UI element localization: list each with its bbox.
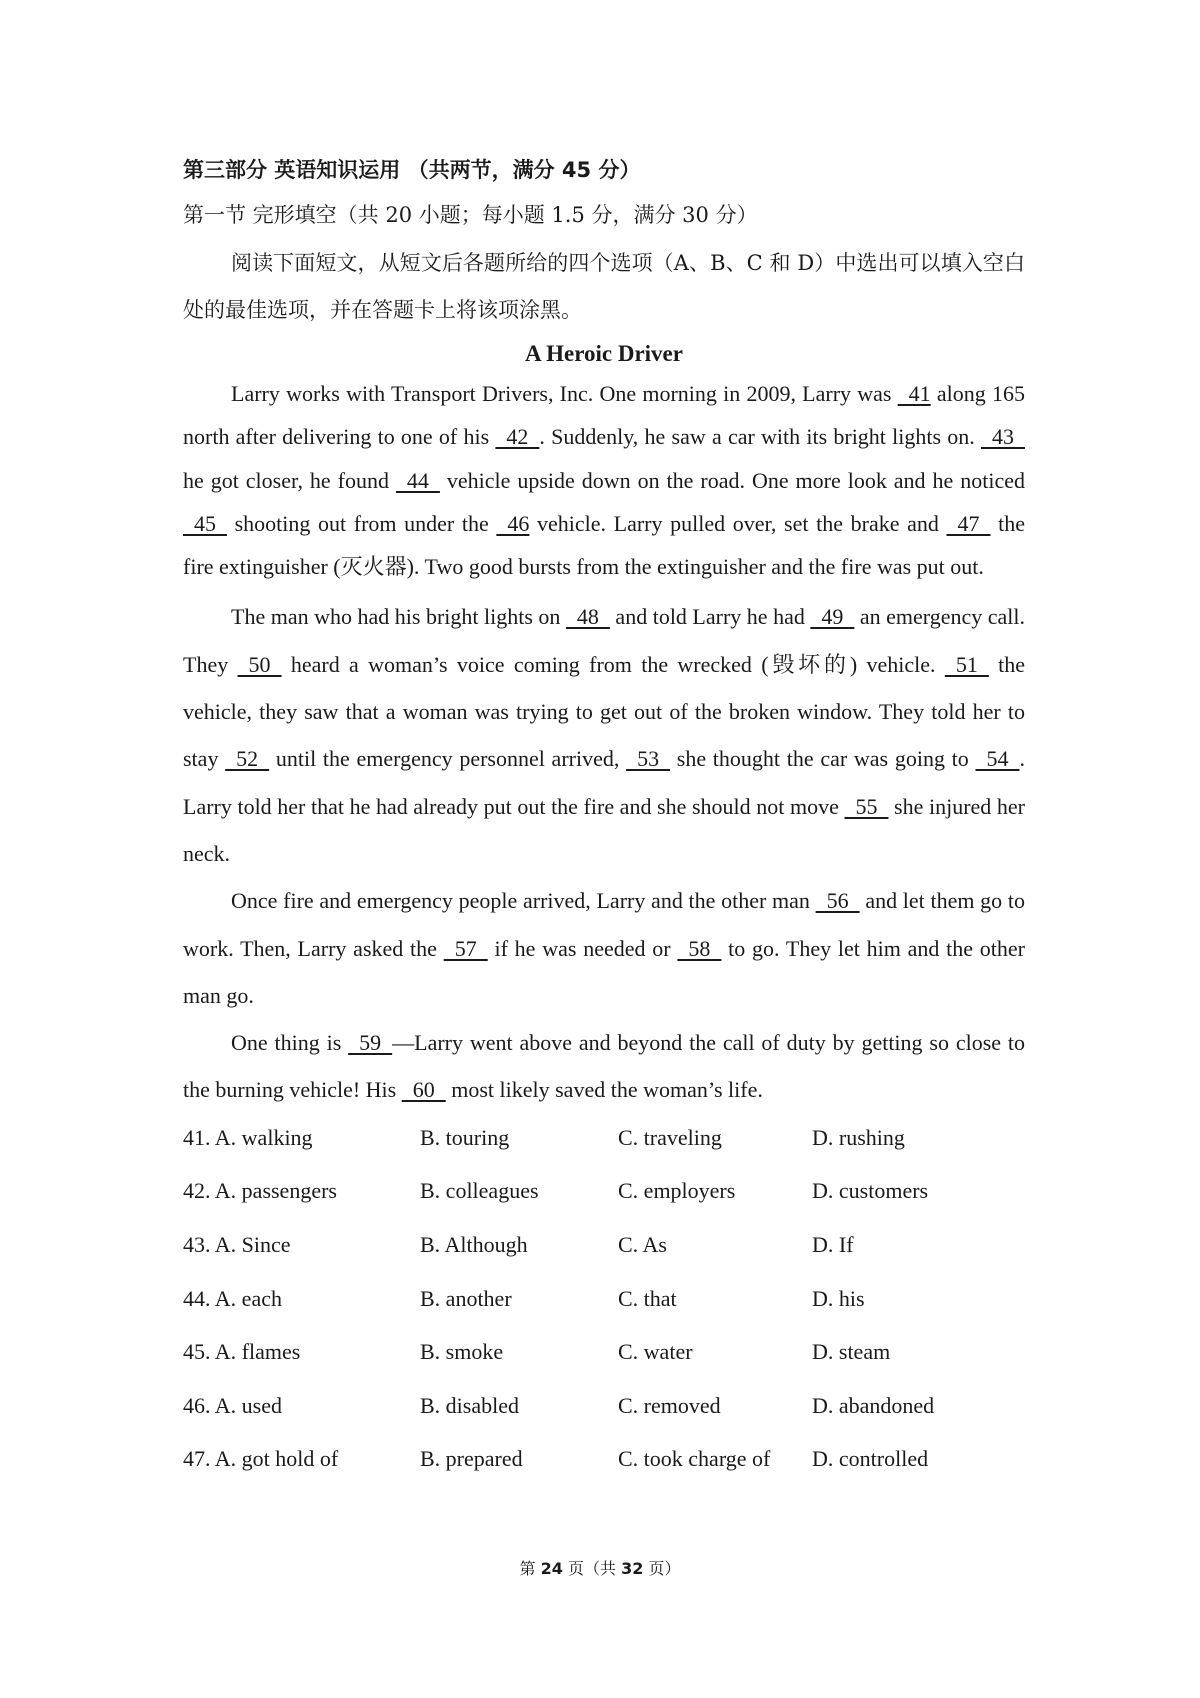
total-pages-number: 32 (621, 1559, 644, 1578)
option-d: D. steam (812, 1339, 891, 1365)
option-a: 43. A. Since (183, 1231, 291, 1257)
option-a: 45. A. flames (183, 1339, 301, 1365)
blank-46: 46 (496, 510, 530, 536)
option-b: B. another (420, 1285, 512, 1311)
blank-56: 56 (815, 888, 860, 914)
blank-58: 58 (677, 935, 722, 961)
passage-text: she thought the car was going to (670, 746, 976, 772)
instructions: 阅读下面短文，从短文后各题所给的四个选项（A、B、C 和 D）中选出可以填入空白处的最佳选项，并在答题卡上将该项涂黑。 (183, 251, 1025, 322)
option-b: B. prepared (420, 1446, 523, 1472)
blank-57: 57 (443, 935, 488, 961)
current-page-number: 24 (540, 1559, 563, 1578)
option-c: C. As (618, 1231, 667, 1257)
blank-48: 48 (565, 604, 610, 630)
passage-text: shooting out from under the (227, 510, 497, 536)
option-b: B. touring (420, 1124, 510, 1150)
option-d: D. rushing (812, 1124, 905, 1150)
passage-text: Larry works with Transport Drivers, Inc. One morning in 2009, Larry was (231, 381, 898, 406)
part-title: 第三部分 英语知识运用 （共两节，满分 45 分） (183, 158, 641, 182)
footer-middle: 页（共 (562, 1559, 622, 1578)
blank-44: 44 (395, 467, 440, 493)
passage-text: an emergency call. They (183, 604, 1026, 677)
option-c: C. traveling (618, 1124, 722, 1150)
passage-text: heard a woman’s voice coming from the wrecked (毁坏的) vehicle. (281, 651, 945, 677)
option-d: D. If (812, 1231, 854, 1257)
passage-text: One thing is (231, 1030, 349, 1056)
passage-title: A Heroic Driver (525, 341, 683, 366)
passage-paragraph (183, 1019, 1025, 1114)
footer-prefix: 第 (519, 1559, 541, 1578)
blank-47: 47 (946, 510, 991, 536)
passage-text: vehicle upside down on the road. One more look and he noticed (439, 467, 1025, 493)
passage-paragraph (183, 372, 1025, 588)
option-row (183, 1333, 1025, 1387)
option-c: C. removed (618, 1392, 721, 1418)
passage-paragraph (183, 593, 1025, 877)
section-title: 第一节 完形填空（共 20 小题；每小题 1.5 分，满分 30 分） (183, 203, 758, 227)
blank-60: 60 (401, 1077, 446, 1103)
passage-text: and let them go to work. Then, Larry asked the (183, 888, 1025, 961)
passage-text: to go. They let him and the other man go. (183, 935, 1025, 1008)
passage-text: most likely saved the woman’s life. (445, 1077, 763, 1103)
option-d: D. controlled (812, 1446, 929, 1472)
option-b: B. disabled (420, 1392, 519, 1418)
passage-text: until the emergency personnel arrived, (269, 746, 627, 772)
option-row (183, 1280, 1025, 1334)
passage-paragraph (183, 877, 1025, 1019)
option-a: 47. A. got hold of (183, 1446, 339, 1472)
option-a: 42. A. passengers (183, 1178, 337, 1204)
blank-43: 43 (981, 424, 1025, 450)
passage-text: the vehicle, they saw that a woman was trying to get out of the broken window. They told her to stay (183, 651, 1026, 772)
option-row (183, 1172, 1025, 1226)
option-c: C. that (618, 1285, 677, 1311)
blank-53: 53 (626, 746, 671, 772)
option-a: 44. A. each (183, 1285, 282, 1311)
option-row (183, 1119, 1025, 1173)
option-row (183, 1226, 1025, 1280)
passage-text: and told Larry he had (609, 604, 811, 630)
passage-text: the fire extinguisher (灭火器). Two good bursts from the extinguisher and the fire was put out. (183, 510, 1025, 580)
blank-45: 45 (183, 510, 227, 536)
blank-59: 59 (348, 1030, 393, 1056)
option-c: C. took charge of (618, 1446, 771, 1472)
passage-text: The man who had his bright lights on (231, 604, 566, 630)
blank-42: 42 (495, 424, 540, 450)
option-a: 46. A. used (183, 1392, 282, 1418)
passage-text: he got closer, he found (183, 467, 396, 493)
passage-text: . Suddenly, he saw a car with its bright lights on. (539, 424, 981, 450)
options-list (183, 1119, 1025, 1494)
option-a: 41. A. walking (183, 1124, 313, 1150)
blank-41: 41 (897, 381, 931, 406)
passage-text: she injured her neck. (183, 793, 1025, 866)
footer-suffix: 页） (643, 1559, 681, 1578)
passage-text: along 165 north after delivering to one of his (183, 381, 1025, 450)
option-b: B. colleagues (420, 1178, 539, 1204)
blank-52: 52 (225, 746, 270, 772)
passage-text: if he was needed or (487, 935, 678, 961)
blank-55: 55 (844, 793, 889, 819)
option-b: B. Although (420, 1231, 528, 1257)
page-content (183, 148, 1025, 1494)
option-c: C. employers (618, 1178, 736, 1204)
passage-text: —Larry went above and beyond the call of duty by getting so close to the burning vehicle! His (183, 1030, 1025, 1103)
option-b: B. smoke (420, 1339, 504, 1365)
passage-text: . Larry told her that he had already put out the fire and she should not move (183, 746, 1025, 819)
option-d: D. his (812, 1285, 865, 1311)
passage-text: vehicle. Larry pulled over, set the brake and (529, 510, 947, 536)
option-d: D. abandoned (812, 1392, 935, 1418)
page-footer (0, 1556, 1200, 1579)
option-d: D. customers (812, 1178, 929, 1204)
passage-text: Once fire and emergency people arrived, Larry and the other man (231, 888, 816, 914)
blank-54: 54 (975, 746, 1020, 772)
blank-51: 51 (944, 651, 989, 677)
option-row (183, 1387, 1025, 1441)
option-row (183, 1440, 1025, 1494)
blank-50: 50 (237, 651, 282, 677)
blank-49: 49 (810, 604, 855, 630)
option-c: C. water (618, 1339, 693, 1365)
